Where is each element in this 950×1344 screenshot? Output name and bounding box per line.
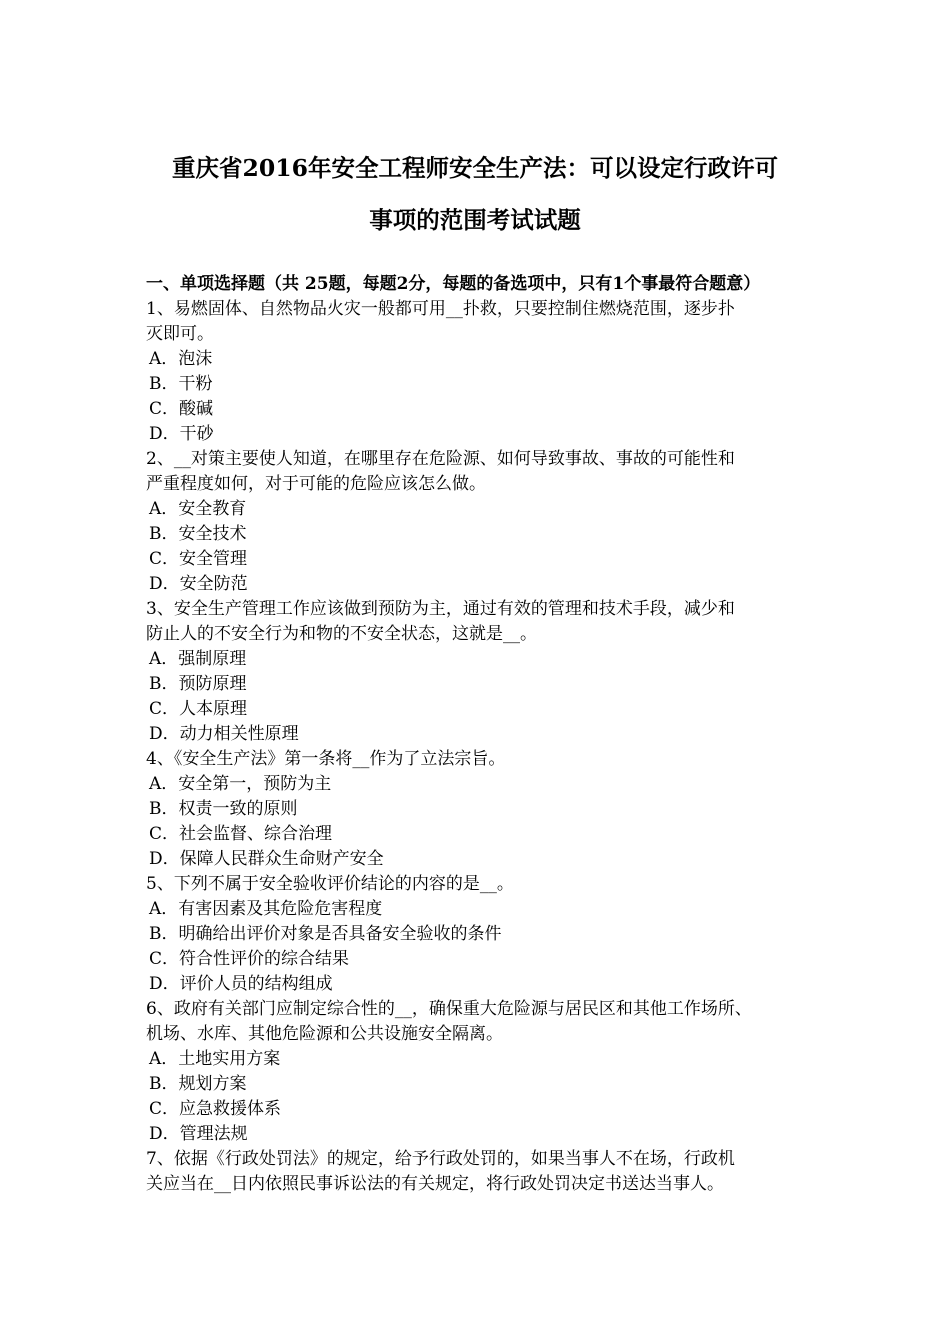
answer-option: C．人本原理 xyxy=(149,699,248,719)
answer-option: C．社会监督、综合治理 xyxy=(149,824,333,844)
answer-option: A．有害因素及其危险危害程度 xyxy=(149,899,383,919)
answer-option: A．安全第一，预防为主 xyxy=(149,774,332,794)
question-stem-line: 1、易燃固体、自然物品火灾一般都可用__扑救，只要控制住燃烧范围，逐步扑 xyxy=(146,299,735,319)
document-title-line-2: 事项的范围考试试题 xyxy=(369,206,581,234)
answer-option: D．管理法规 xyxy=(149,1124,248,1144)
question-stem-line: 关应当在__日内依照民事诉讼法的有关规定，将行政处罚决定书送达当事人。 xyxy=(146,1174,724,1194)
answer-option: C．酸碱 xyxy=(149,399,214,419)
answer-option: D．动力相关性原理 xyxy=(149,724,299,744)
answer-option: B．权责一致的原则 xyxy=(149,799,298,819)
question-stem-line: 机场、水库、其他危险源和公共设施安全隔离。 xyxy=(146,1024,503,1044)
answer-option: D．保障人民群众生命财产安全 xyxy=(149,849,384,869)
answer-option: D．评价人员的结构组成 xyxy=(149,974,333,994)
question-item xyxy=(146,447,826,597)
answer-option: D．安全防范 xyxy=(149,574,248,594)
answer-option: B．预防原理 xyxy=(149,674,247,694)
answer-option: A．安全教育 xyxy=(149,499,247,519)
question-item xyxy=(146,297,826,447)
answer-option: C．符合性评价的综合结果 xyxy=(149,949,350,969)
question-item xyxy=(146,747,826,872)
document-body xyxy=(146,272,826,1197)
question-stem-line: 6、政府有关部门应制定综合性的__，确保重大危险源与居民区和其他工作场所、 xyxy=(146,999,752,1019)
question-item xyxy=(146,1147,826,1197)
question-list xyxy=(146,297,826,1197)
answer-option: B．安全技术 xyxy=(149,524,247,544)
answer-option: B．干粉 xyxy=(149,374,213,394)
answer-option: A．泡沫 xyxy=(149,349,213,369)
answer-option: C．安全管理 xyxy=(149,549,248,569)
document-title-line-1: 重庆省2016年安全工程师安全生产法：可以设定行政许可 xyxy=(172,154,778,182)
question-stem-line: 2、__对策主要使人知道，在哪里存在危险源、如何导致事故、事故的可能性和 xyxy=(146,449,735,469)
question-stem-line: 4、《安全生产法》第一条将__作为了立法宗旨。 xyxy=(146,749,506,769)
question-item xyxy=(146,597,826,747)
question-stem-line: 3、安全生产管理工作应该做到预防为主，通过有效的管理和技术手段，减少和 xyxy=(146,599,735,619)
question-item xyxy=(146,872,826,997)
question-stem-line: 灭即可。 xyxy=(146,324,214,344)
question-item xyxy=(146,997,826,1147)
question-stem-line: 7、依据《行政处罚法》的规定，给予行政处罚的，如果当事人不在场，行政机 xyxy=(146,1149,735,1169)
question-stem-line: 5、下列不属于安全验收评价结论的内容的是__。 xyxy=(146,874,514,894)
answer-option: B．明确给出评价对象是否具备安全验收的条件 xyxy=(149,924,502,944)
answer-option: B．规划方案 xyxy=(149,1074,247,1094)
question-stem-line: 严重程度如何，对于可能的危险应该怎么做。 xyxy=(146,474,486,494)
answer-option: A．强制原理 xyxy=(149,649,247,669)
section-heading: 一、单项选择题（共 25题，每题2分，每题的备选项中，只有1个事最符合题意） xyxy=(146,274,761,294)
answer-option: D．干砂 xyxy=(149,424,214,444)
answer-option: A．土地实用方案 xyxy=(149,1049,281,1069)
question-stem-line: 防止人的不安全行为和物的不安全状态，这就是__。 xyxy=(146,624,537,644)
answer-option: C．应急救援体系 xyxy=(149,1099,282,1119)
